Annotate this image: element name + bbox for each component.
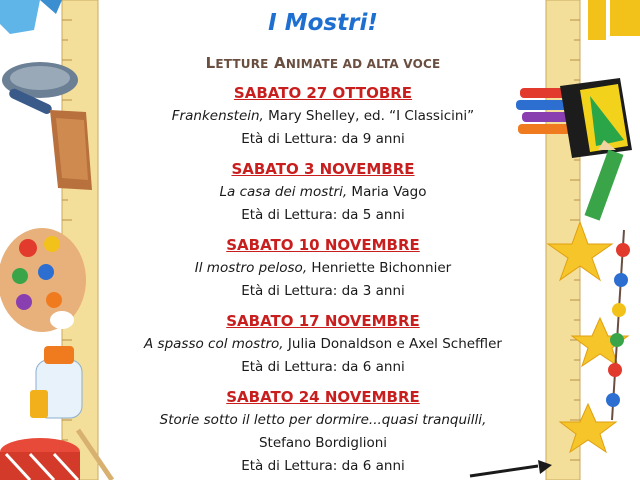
event-date: SABATO 27 OTTOBRE [233, 84, 413, 102]
event-item [100, 233, 546, 303]
event-age: Età di Lettura: da 9 anni [241, 131, 405, 147]
book-title: Il mostro peloso, [194, 260, 308, 276]
event-age: Età di Lettura: da 3 anni [241, 283, 405, 299]
event-book [100, 409, 546, 432]
subtitle-rest-2: NIMATE AD ALTA VOCE [285, 57, 441, 71]
event-author-line: Stefano Bordiglioni [258, 435, 388, 451]
event-date: SABATO 17 NOVEMBRE [226, 312, 420, 330]
book-author: Henriette Bichonnier [307, 260, 452, 276]
book-author: Julia Donaldson e Axel Scheffler [283, 336, 502, 352]
event-book [100, 105, 546, 128]
book-author: Maria Vago [347, 184, 427, 200]
book-title: Frankenstein, [171, 108, 264, 124]
event-date: SABATO 24 NOVEMBRE [226, 388, 420, 406]
event-age: Età di Lettura: da 5 anni [241, 207, 405, 223]
book-title: La casa dei mostri, [219, 184, 348, 200]
event-book [100, 257, 546, 280]
subtitle [100, 51, 546, 75]
event-item [100, 81, 546, 151]
event-date: SABATO 3 NOVEMBRE [231, 160, 415, 178]
event-age: Età di Lettura: da 6 anni [241, 359, 405, 375]
subtitle-initial-1: L [205, 54, 216, 72]
event-item [100, 157, 546, 227]
book-author: Mary Shelley, ed. “I Classicini” [263, 108, 475, 124]
subtitle-rest-1: ETTURE [215, 57, 269, 71]
event-item [100, 385, 546, 478]
ribbon-icon [0, 0, 62, 34]
flyer-content [100, 0, 546, 478]
book-title: Storie sotto il letto per dormire...quasi tranquilli, [159, 412, 487, 428]
event-age: Età di Lettura: da 6 anni [241, 458, 405, 474]
abacus-beads-icon [606, 230, 630, 420]
page-title: I Mostri! [268, 10, 378, 36]
book-title: A spasso col mostro, [144, 336, 284, 352]
event-book [100, 181, 546, 204]
event-book [100, 333, 546, 356]
ribbon-top-right-icon [588, 0, 640, 40]
paint-palette-icon [0, 228, 86, 332]
event-item [100, 309, 546, 379]
event-date: SABATO 10 NOVEMBRE [226, 236, 420, 254]
subtitle-initial-2: A [274, 54, 286, 72]
